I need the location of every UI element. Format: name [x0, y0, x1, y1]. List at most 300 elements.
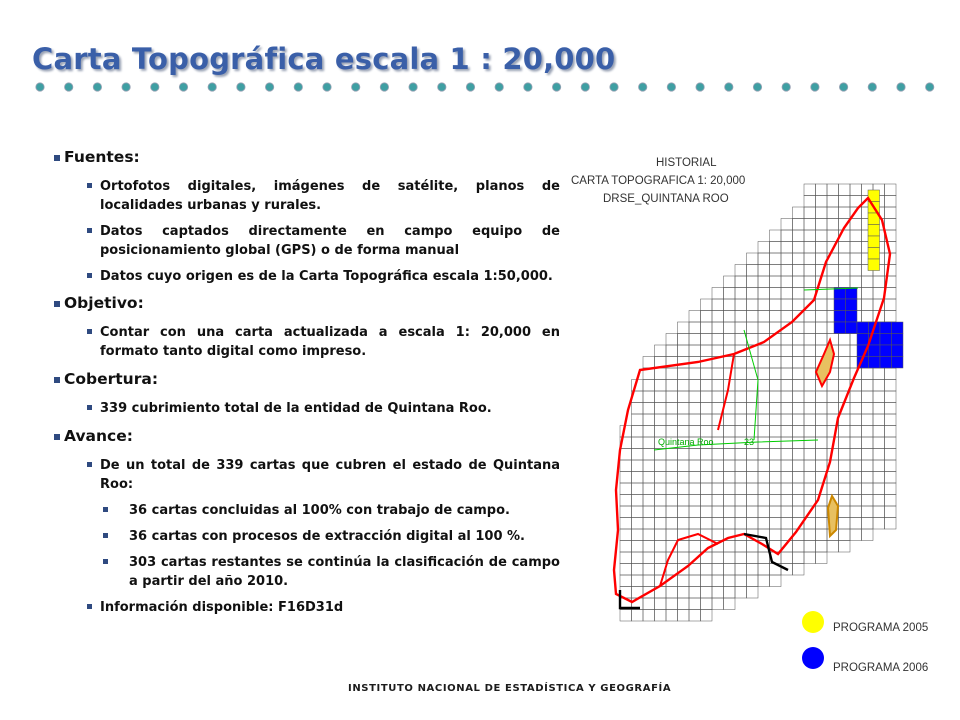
map-grid-cell [862, 518, 874, 530]
map-grid-cell [747, 265, 759, 277]
map-grid-cell [678, 357, 690, 369]
map-grid-cell [804, 184, 816, 196]
map-grid-cell [804, 265, 816, 277]
map-grid-cell [839, 449, 851, 461]
cobertura-heading-text: Cobertura: [64, 370, 159, 388]
region-label: Quintana Roo [658, 437, 714, 447]
map-grid-cell [735, 391, 747, 403]
map-grid-cell [862, 380, 874, 392]
map-grid-cell [701, 380, 713, 392]
bullet-icon [54, 301, 60, 307]
map-grid-cell [689, 587, 701, 599]
divider-dot [926, 83, 934, 91]
divider-dot [524, 83, 532, 91]
map-grid-cell [839, 207, 851, 219]
map-grid-cell [804, 311, 816, 323]
map-grid-cell [632, 437, 644, 449]
map-grid-cell [862, 437, 874, 449]
map-grid-cell [816, 207, 828, 219]
map-grid-cell [666, 460, 678, 472]
map-grid-cell [758, 426, 770, 438]
map-grid-cell [816, 403, 828, 415]
map-grid-cell [850, 472, 862, 484]
map-grid-cell [712, 529, 724, 541]
map-grid-cell [793, 414, 805, 426]
map-grid-cell [781, 552, 793, 564]
map-grid-cell [758, 483, 770, 495]
map-grid-cell [850, 483, 862, 495]
map-grid-cell [839, 265, 851, 277]
map-grid-cell [816, 449, 828, 461]
map-grid-cell [816, 437, 828, 449]
map-grid-cell [827, 391, 839, 403]
map-grid-cell [804, 460, 816, 472]
map-grid-cell [747, 449, 759, 461]
map-grid-cell [850, 184, 862, 196]
map-grid-cell [850, 230, 862, 242]
map-grid-cell [678, 610, 690, 622]
map-grid-cell [793, 426, 805, 438]
divider-dot [380, 83, 388, 91]
map-grid-cell [643, 460, 655, 472]
map-grid-cell [793, 506, 805, 518]
map-grid-cell [816, 242, 828, 254]
map-grid-cell [735, 426, 747, 438]
map-grid-cell [781, 368, 793, 380]
map-program-cell [880, 345, 892, 357]
map-grid-cell [770, 437, 782, 449]
map-grid-cell [781, 495, 793, 507]
map-grid-cell [781, 265, 793, 277]
map-grid-cell [770, 288, 782, 300]
map-grid-cell [839, 345, 851, 357]
map-program-cell [880, 357, 892, 369]
map-grid-cell [816, 230, 828, 242]
map-grid-cell [678, 495, 690, 507]
map-grid-cell [781, 288, 793, 300]
avance-intro-text: De un total de 339 cartas que cubren el estado de Quintana Roo: [100, 458, 560, 492]
avance-heading [54, 427, 560, 445]
map-grid-cell [885, 184, 897, 196]
map-grid-cell [781, 357, 793, 369]
map-grid-cell [758, 311, 770, 323]
map-grid-cell [885, 472, 897, 484]
map-grid-cell [678, 380, 690, 392]
map-program-cell [869, 345, 881, 357]
map-grid-cell [655, 414, 667, 426]
map-grid-cell [712, 587, 724, 599]
map-grid-cell [689, 322, 701, 334]
map-grid-cell [689, 495, 701, 507]
map-grid-cell [712, 460, 724, 472]
map-grid-cell [885, 426, 897, 438]
map-grid-cell [712, 449, 724, 461]
map-program-cell [892, 357, 904, 369]
map-grid-cell [735, 414, 747, 426]
divider-dot [179, 83, 187, 91]
map-grid-cell [781, 403, 793, 415]
map-grid-cell [643, 472, 655, 484]
map-grid-cell [655, 472, 667, 484]
map-program-cell [869, 357, 881, 369]
map-grid-cell [712, 437, 724, 449]
divider-dot [323, 83, 331, 91]
map-grid-cell [770, 299, 782, 311]
map-grid-cell [885, 380, 897, 392]
map-grid-cell [873, 495, 885, 507]
map-grid-cell [689, 345, 701, 357]
map-grid-cell [678, 472, 690, 484]
map-grid-cell [781, 230, 793, 242]
map-grid-cell [873, 288, 885, 300]
map-grid-cell [885, 495, 897, 507]
map-grid-cell [850, 426, 862, 438]
map-grid-cell [839, 276, 851, 288]
map-grid-cell [850, 253, 862, 265]
map-grid-cell [839, 426, 851, 438]
divider-dot [552, 83, 560, 91]
fuentes-heading-text: Fuentes: [64, 148, 140, 166]
map-grid-cell [850, 518, 862, 530]
bullet-icon [87, 228, 92, 233]
map-grid-cell [620, 541, 632, 553]
map-grid-cell [632, 460, 644, 472]
map-grid-cell [804, 368, 816, 380]
map-grid-cell [770, 495, 782, 507]
map-grid-cell [885, 207, 897, 219]
map-grid-cell [781, 414, 793, 426]
map-grid-cell [712, 311, 724, 323]
map-grid-cell [747, 552, 759, 564]
map-grid-cell [735, 449, 747, 461]
map-grid-cell [873, 403, 885, 415]
map-grid-cell [873, 380, 885, 392]
map-grid-cell [781, 311, 793, 323]
map-grid-cell [758, 391, 770, 403]
map-grid-cell [758, 276, 770, 288]
map-grid-cell [735, 288, 747, 300]
map-grid-cell [770, 529, 782, 541]
map-grid-cell [781, 506, 793, 518]
divider-dot [122, 83, 130, 91]
map-grid-cell [758, 345, 770, 357]
map-grid-cell [839, 460, 851, 472]
map-grid-cell [666, 472, 678, 484]
map-grid-cell [862, 391, 874, 403]
map-grid-cell [885, 196, 897, 208]
map-grid-cell [885, 311, 897, 323]
map-grid-cell [747, 495, 759, 507]
map-grid-cell [701, 322, 713, 334]
map-grid-cell [701, 598, 713, 610]
map-grid-cell [827, 403, 839, 415]
map-grid-cell [701, 518, 713, 530]
map-grid-cell [804, 552, 816, 564]
map-grid-cell [735, 552, 747, 564]
map-grid-cell [712, 299, 724, 311]
map-grid-cell [620, 529, 632, 541]
map-grid-cell [735, 357, 747, 369]
map-grid-cell [793, 564, 805, 576]
map-grid-cell [735, 334, 747, 346]
map-grid-cell [793, 495, 805, 507]
map-grid [620, 184, 903, 621]
fuentes-heading [54, 148, 560, 166]
map-grid-cell [712, 575, 724, 587]
map-grid-cell [747, 426, 759, 438]
map-grid-cell [735, 564, 747, 576]
map-grid-cell [735, 311, 747, 323]
divider-dot [811, 83, 819, 91]
cobertura-heading [54, 370, 560, 388]
map-grid-cell [862, 495, 874, 507]
map-program-cell [857, 322, 869, 334]
map-grid-cell [689, 414, 701, 426]
map-grid-cell [666, 610, 678, 622]
map-grid-cell [643, 564, 655, 576]
map-grid-cell [632, 506, 644, 518]
cobertura-item [54, 399, 560, 418]
map-grid-cell [793, 541, 805, 553]
map-grid-cell [735, 265, 747, 277]
map-grid-cell [816, 506, 828, 518]
cobertura-item-text: 339 cubrimiento total de la entidad de Quintana Roo. [100, 401, 492, 416]
map-grid-cell [873, 368, 885, 380]
map-grid-cell [620, 506, 632, 518]
map-grid-cell [701, 299, 713, 311]
map-grid-cell [839, 472, 851, 484]
map-grid-cell [885, 460, 897, 472]
divider-dot [151, 83, 159, 91]
map-grid-cell [770, 276, 782, 288]
map-grid-cell [655, 460, 667, 472]
map-grid-cell [850, 403, 862, 415]
map-grid-cell [620, 460, 632, 472]
map-grid-cell [735, 368, 747, 380]
map-grid-cell [770, 449, 782, 461]
map-grid-cell [827, 380, 839, 392]
map-grid-cell [781, 380, 793, 392]
fuentes-item-text: Datos captados directamente en campo equipo de posicionamiento global (GPS) o de forma manual [100, 224, 560, 258]
divider-dot [782, 83, 790, 91]
map-grid-cell [839, 196, 851, 208]
bullet-icon [87, 273, 92, 278]
map-grid-cell [839, 495, 851, 507]
map-grid-cell [689, 472, 701, 484]
map-grid-cell [758, 299, 770, 311]
internal-boundary-line [660, 354, 734, 586]
divider-dot [610, 83, 618, 91]
map-grid-cell [701, 587, 713, 599]
map-grid-cell [770, 518, 782, 530]
fuentes-item-text: Ortofotos digitales, imágenes de satélite, planos de localidades urbanas y rurales. [100, 179, 560, 213]
map-program-cell [868, 248, 880, 260]
divider-dot [294, 83, 302, 91]
map-grid-cell [747, 322, 759, 334]
map-grid-cell [701, 334, 713, 346]
map-grid-cell [816, 552, 828, 564]
avance-info [54, 598, 560, 617]
map-grid-cell [620, 449, 632, 461]
divider-dot [897, 83, 905, 91]
map-grid-cell [770, 414, 782, 426]
map-title-line: DRSE_QUINTANA ROO [603, 193, 729, 205]
map-grid-cell [758, 368, 770, 380]
island-shape [828, 496, 838, 536]
map-grid-cell [758, 242, 770, 254]
map-grid-cell [747, 564, 759, 576]
map-grid-cell [643, 391, 655, 403]
map-grid-cell [850, 495, 862, 507]
map-grid-cell [770, 403, 782, 415]
map-grid-cell [827, 207, 839, 219]
map-grid-cell [816, 311, 828, 323]
divider-dot [409, 83, 417, 91]
map-grid-cell [827, 184, 839, 196]
bullet-icon [103, 559, 108, 564]
map-grid-cell [885, 518, 897, 530]
map-grid-cell [747, 276, 759, 288]
map-grid-cell [724, 299, 736, 311]
map-grid-cell [701, 449, 713, 461]
map-grid-cell [678, 575, 690, 587]
map-grid-cell [758, 575, 770, 587]
map-grid-cell [862, 483, 874, 495]
objetivo-heading [54, 294, 560, 312]
map-grid-cell [712, 598, 724, 610]
map-grid-cell [678, 506, 690, 518]
map-grid-cell [678, 345, 690, 357]
map-grid-cell [862, 368, 874, 380]
map-grid-cell [862, 288, 874, 300]
divider-dot [36, 83, 44, 91]
map-grid-cell [747, 483, 759, 495]
bullet-icon [87, 604, 92, 609]
map-grid-cell [850, 219, 862, 231]
map-grid-cell [839, 184, 851, 196]
map-grid-cell [655, 529, 667, 541]
map-grid-cell [781, 518, 793, 530]
map-grid-cell [724, 541, 736, 553]
region-code: 23 [744, 437, 755, 447]
objetivo-item [54, 323, 560, 361]
map-grid-cell [712, 391, 724, 403]
map-grid-cell [804, 322, 816, 334]
map-grid-cell [758, 472, 770, 484]
map-grid-cell [712, 483, 724, 495]
divider-dot [725, 83, 733, 91]
avance-sub-text: 36 cartas con procesos de extracción digital al 100 %. [129, 529, 525, 544]
map-grid-cell [655, 495, 667, 507]
map-grid-cell [632, 495, 644, 507]
map-grid-cell [655, 426, 667, 438]
map-grid-cell [666, 345, 678, 357]
map-grid-cell [666, 334, 678, 346]
map-grid-cell [689, 518, 701, 530]
map-grid-cell [770, 506, 782, 518]
map-grid-cell [804, 345, 816, 357]
map-grid-cell [655, 403, 667, 415]
map-grid-cell [747, 506, 759, 518]
map-grid-cell [885, 449, 897, 461]
map-grid-cell [770, 472, 782, 484]
map-grid-cell [712, 380, 724, 392]
map-grid-cell [724, 495, 736, 507]
map-grid-cell [827, 196, 839, 208]
map-grid-cell [804, 276, 816, 288]
map-grid-cell [724, 311, 736, 323]
map-program-cell [868, 236, 880, 248]
map-grid-cell [804, 357, 816, 369]
divider-dot [581, 83, 589, 91]
map-grid-cell [724, 276, 736, 288]
map-grid-cell [793, 299, 805, 311]
map-grid-cell [885, 506, 897, 518]
map-grid-cell [712, 334, 724, 346]
map-grid-cell [862, 403, 874, 415]
map-grid-cell [747, 299, 759, 311]
map-grid-cell [689, 311, 701, 323]
map-grid-cell [804, 242, 816, 254]
map-program-cell [857, 334, 869, 346]
divider-dot [696, 83, 704, 91]
map-grid-cell [689, 483, 701, 495]
map-grid-cell [655, 368, 667, 380]
map-grid-cell [712, 564, 724, 576]
map-grid-cell [758, 552, 770, 564]
map-grid-cell [643, 483, 655, 495]
map-grid-cell [724, 334, 736, 346]
map-grid-cell [793, 552, 805, 564]
map-grid-cell [666, 518, 678, 530]
divider-dot [667, 83, 675, 91]
map-grid-cell [735, 299, 747, 311]
map-grid-cell [781, 483, 793, 495]
map-grid-cell [770, 265, 782, 277]
map-grid-cell [816, 196, 828, 208]
map-grid-cell [781, 391, 793, 403]
map-grid-cell [816, 541, 828, 553]
map-program-cell [892, 345, 904, 357]
map-grid-cell [666, 529, 678, 541]
map-grid-cell [793, 368, 805, 380]
bullet-icon [87, 183, 92, 188]
map-grid-cell [781, 334, 793, 346]
map-grid-cell [620, 518, 632, 530]
map-grid-cell [643, 437, 655, 449]
map-grid-cell [770, 391, 782, 403]
bullet-icon [103, 533, 108, 538]
map-grid-cell [793, 380, 805, 392]
map-grid-cell [839, 242, 851, 254]
map-grid-cell [862, 460, 874, 472]
map-grid-cell [632, 529, 644, 541]
map-grid-cell [678, 322, 690, 334]
map-grid-cell [678, 391, 690, 403]
map-grid-cell [666, 380, 678, 392]
map-grid-cell [758, 357, 770, 369]
map-grid-cell [781, 219, 793, 231]
map-grid-cell [816, 518, 828, 530]
map-grid-cell [655, 391, 667, 403]
map-grid-cell [862, 506, 874, 518]
map-grid-cell [781, 437, 793, 449]
map-grid-cell [758, 460, 770, 472]
divider-dot [208, 83, 216, 91]
map-grid-cell [827, 472, 839, 484]
fuentes-item [54, 177, 560, 215]
map-grid-cell [850, 414, 862, 426]
